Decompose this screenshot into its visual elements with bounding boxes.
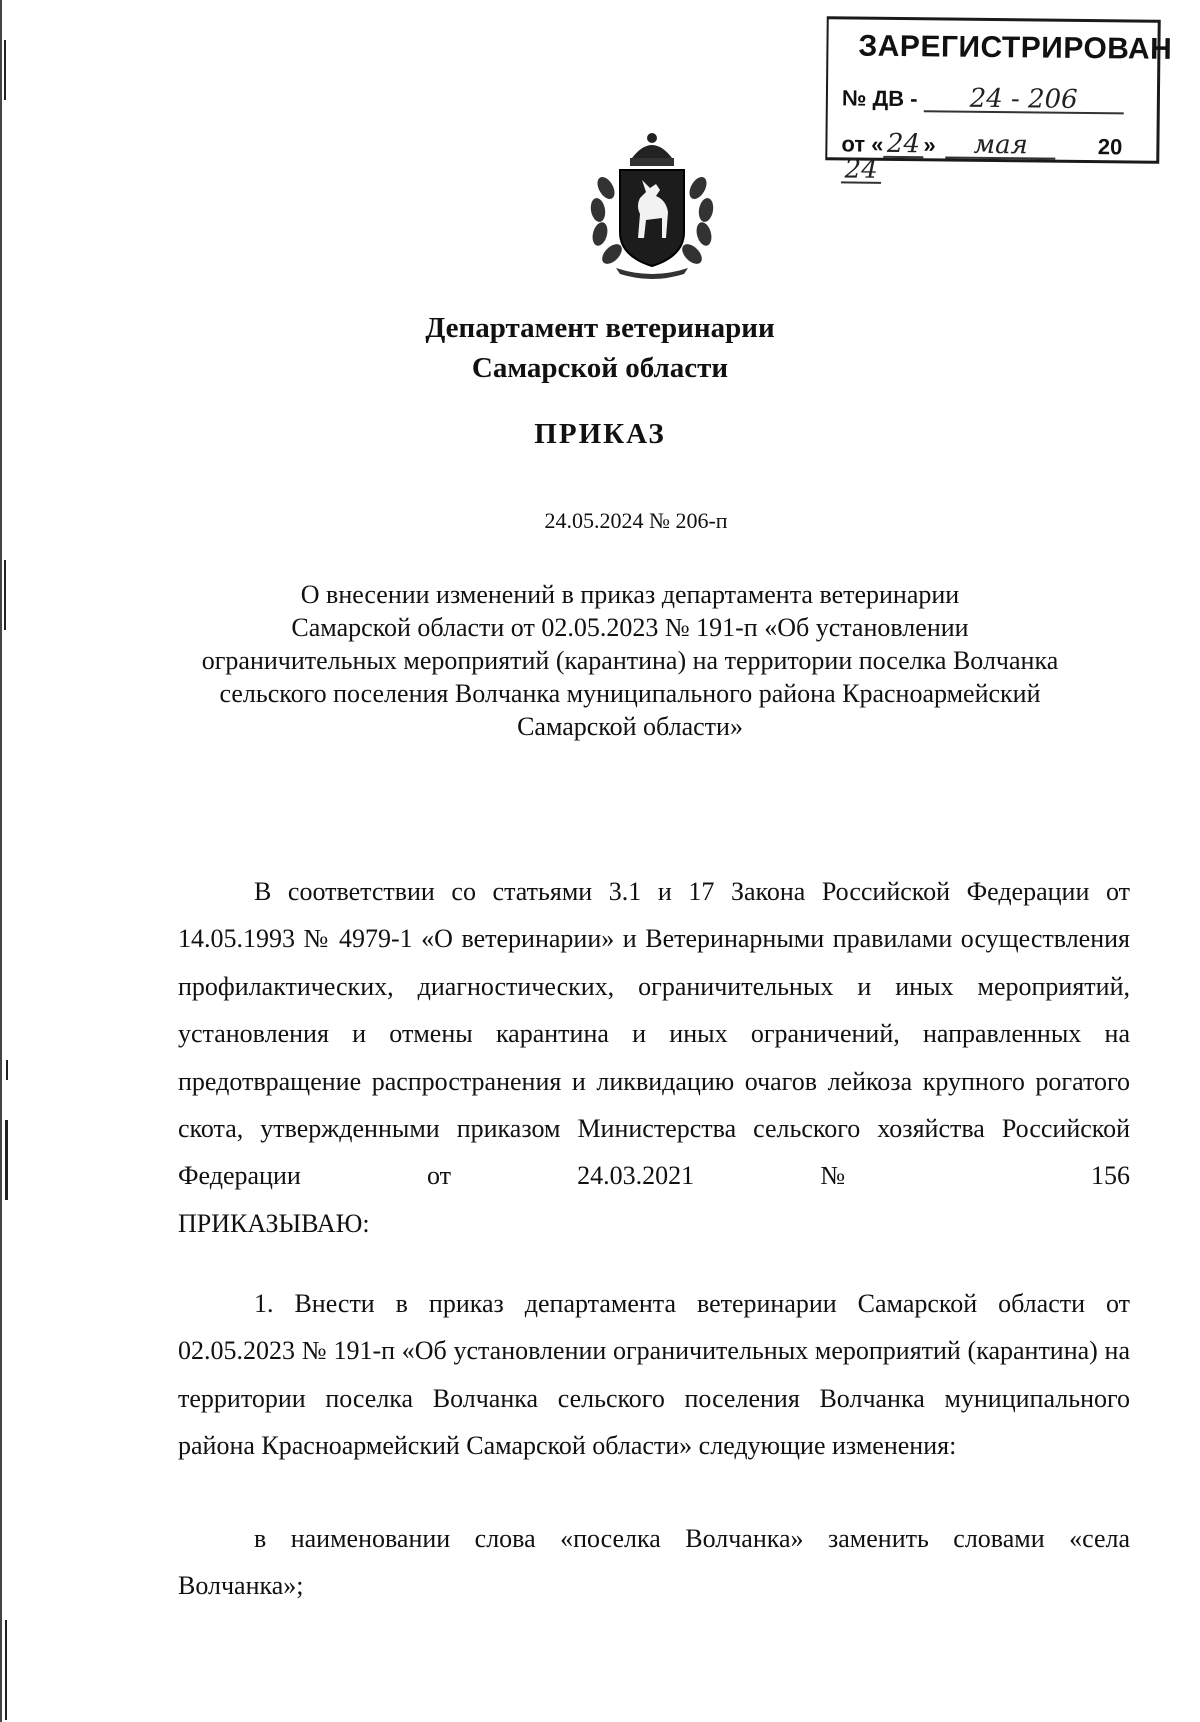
stamp-date-prefix: от « <box>841 131 884 157</box>
amendment-paragraph: в наименовании слова «поселка Волчанка» заменить словами «села Волчанка»; <box>178 1524 1130 1601</box>
stamp-number-row <box>842 85 1124 114</box>
samara-coat-of-arms-icon <box>576 128 728 280</box>
organization-line-1: Департамент ветеринарии <box>425 312 775 344</box>
scan-edge-mark <box>5 1120 8 1200</box>
item-1-block <box>178 1280 1130 1470</box>
preamble-block <box>178 868 1130 1247</box>
registration-stamp <box>825 16 1173 185</box>
stamp-date-row <box>841 128 1157 186</box>
subject-line: сельского поселения Волчанка муниципального района Красноармейский <box>219 679 1041 708</box>
order-word: ПРИКАЗЫВАЮ: <box>178 1208 370 1238</box>
stamp-date-mid: » <box>923 132 936 158</box>
stamp-title: ЗАРЕГИСТРИРОВАН <box>858 29 1173 66</box>
subject-line: Самарской области» <box>517 712 743 741</box>
item-1-paragraph: 1. Внести в приказ департамента ветеринарии Самарской области от 02.05.2023 № 191-п «Об установлении ограничительных мероприятий (карантина) на территории поселка Волчанка сельского поселения Волчанка муниципального района Красноармейский Самарской области» следующие изменения: <box>178 1289 1130 1461</box>
subject-line: ограничительных мероприятий (карантина) на территории поселка Волчанка <box>201 646 1059 675</box>
scan-edge-mark <box>4 40 6 100</box>
amendment-block <box>178 1515 1130 1610</box>
organization-name <box>0 308 1200 388</box>
document-date-number: 24.05.2024 № 206-п <box>544 508 728 533</box>
subject-line: О внесении изменений в приказ департамента ветеринарии <box>300 580 960 609</box>
stamp-number-handwritten: 24 - 206 <box>924 86 1124 114</box>
scan-edge-mark <box>0 0 2 1722</box>
scan-edge-mark <box>6 1060 8 1080</box>
stamp-month-handwritten: мая <box>946 133 1056 160</box>
scan-edge-mark <box>4 560 6 630</box>
stamp-year-prefix: 20 <box>1097 134 1123 160</box>
document-subject <box>30 578 1200 743</box>
preamble-paragraph: В соответствии со статьями 3.1 и 17 Закона Российской Федерации от 14.05.1993 № 4979-1 «О ветеринарии» и Ветеринарными правилами осуществления профилактических, диагностических, ограничительных и иных мероприятий, установления и отмены карантина и иных ограничений, направленных на предотвращение распространения и ликвидацию очагов лейкоза крупного рогатого скота, утвержденными приказом Министерства сельского хозяйства Российской Федерации от 24.03.2021 № 156 <box>178 877 1130 1191</box>
document-type: ПРИКАЗ <box>534 418 666 450</box>
stamp-year-handwritten: 24 <box>841 157 881 183</box>
organization-line-2: Самарской области <box>471 352 729 384</box>
subject-line: Самарской области от 02.05.2023 № 191-п «Об установлении <box>291 613 969 642</box>
stamp-day-handwritten: 24 <box>883 132 923 158</box>
scan-edge-mark <box>5 1620 7 1720</box>
stamp-number-label: № ДВ - <box>841 85 918 112</box>
